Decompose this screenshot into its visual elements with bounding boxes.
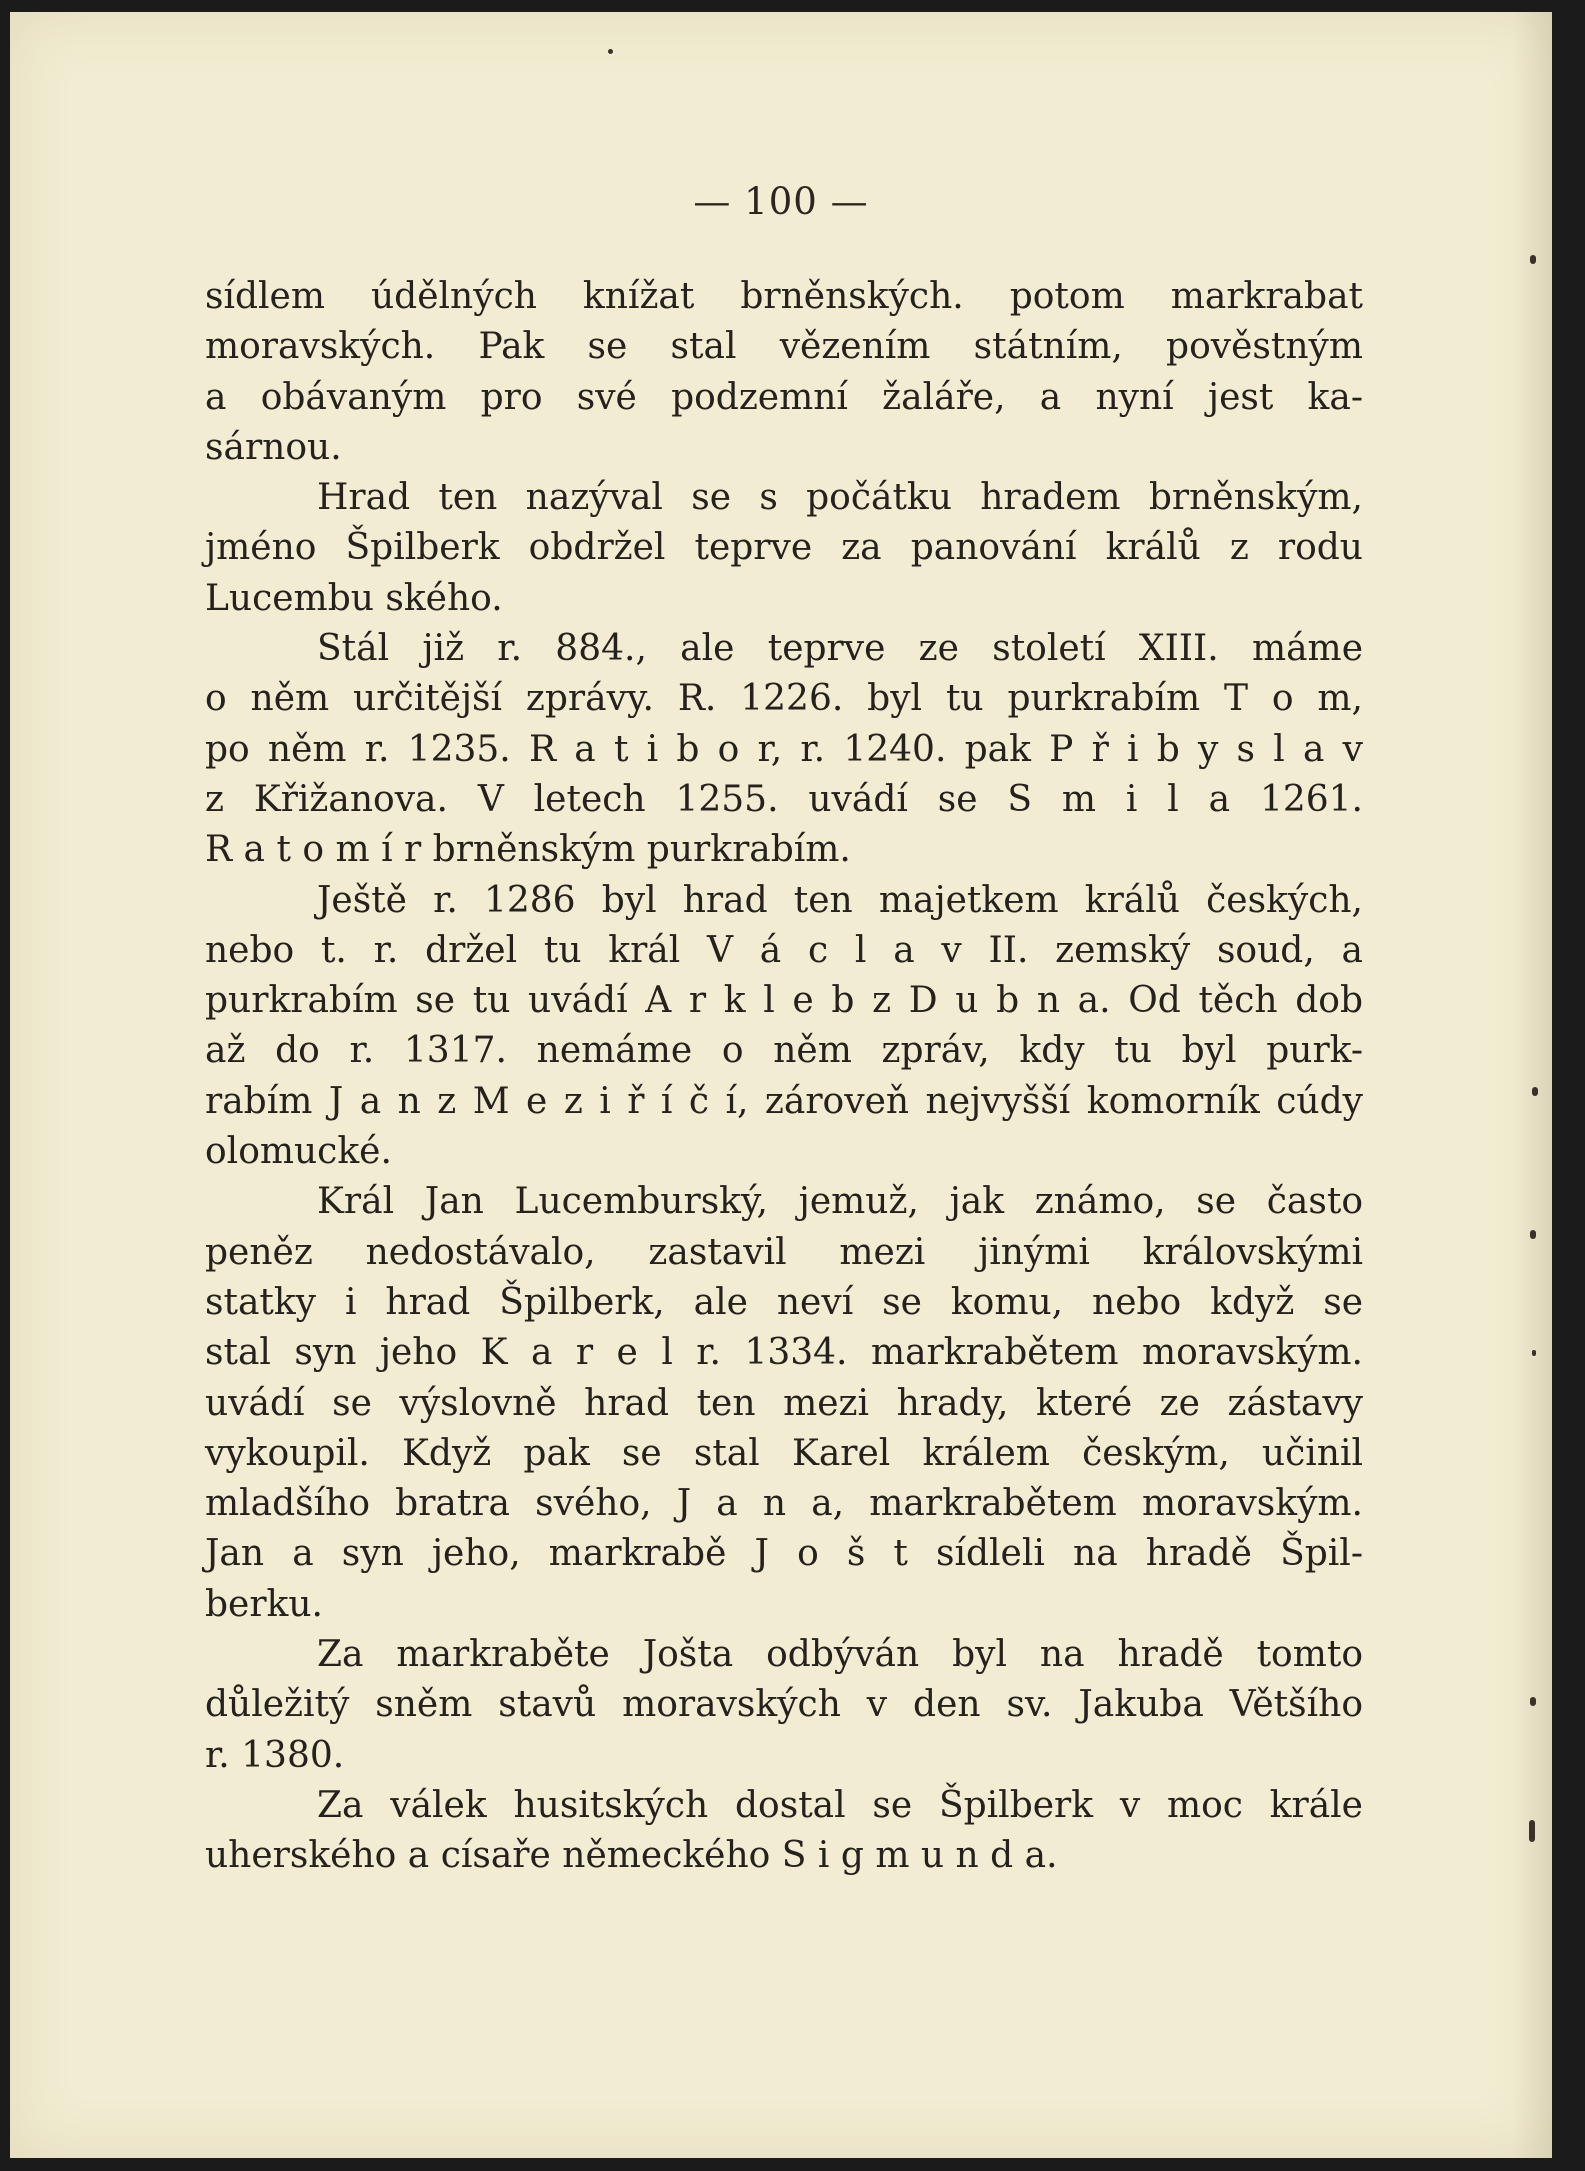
ink-speck	[608, 49, 613, 54]
ink-speck	[1529, 1820, 1535, 1842]
ink-speck	[1532, 1087, 1538, 1096]
text-line: berku.	[205, 1583, 324, 1625]
text-line: peněz nedostávalo, zastavil mezi jinými královskými	[205, 1231, 1363, 1273]
text-line: o něm určitější zprávy. R. 1226. byl tu purkrabím T o m,	[205, 678, 1363, 720]
text-line: až do r. 1317. nemáme o něm zpráv, kdy tu byl purk-	[205, 1030, 1363, 1072]
text-line: mladšího bratra svého, J a n a, markrabětem moravským.	[205, 1483, 1363, 1525]
text-line: Hrad ten nazýval se s počátku hradem brněnským,	[317, 477, 1363, 519]
text-line: R a t o m í r brněnským purkrabím.	[205, 829, 851, 871]
text-line: Ještě r. 1286 byl hrad ten majetkem králů českých,	[317, 879, 1363, 921]
text-line: a obávaným pro své podzemní žaláře, a nyní jest ka-	[205, 376, 1363, 418]
page-number: — 100 —	[693, 180, 869, 223]
text-line: purkrabím se tu uvádí A r k l e b z D u b n a. Od těch dob	[205, 980, 1363, 1022]
book-page	[10, 12, 1552, 2158]
text-line: stal syn jeho K a r e l r. 1334. markrabětem moravským.	[205, 1332, 1363, 1374]
body-text	[205, 272, 1363, 1882]
text-line: po něm r. 1235. R a t i b o r, r. 1240. pak P ř i b y s l a v	[205, 728, 1363, 770]
text-line: z Křižanova. V letech 1255. uvádí se S m i l a 1261.	[205, 778, 1363, 820]
text-line: sídlem údělných knížat brněnských. potom markrabat	[205, 276, 1363, 317]
text-line: Jan a syn jeho, markrabě J o š t sídleli na hradě Špil-	[205, 1533, 1363, 1575]
ink-speck	[1530, 1230, 1536, 1239]
text-line: vykoupil. Když pak se stal Karel králem českým, učinil	[205, 1432, 1363, 1474]
text-line: jméno Špilberk obdržel teprve za panování králů z rodu	[205, 527, 1363, 569]
ink-speck	[1530, 1697, 1536, 1706]
text-line: Lucembu ského.	[205, 577, 503, 619]
text-line: olomucké.	[205, 1131, 392, 1173]
text-line: uvádí se výslovně hrad ten mezi hrady, které ze zástavy	[205, 1382, 1363, 1424]
text-line: rabím J a n z M e z i ř í č í, zároveň nejvyšší komorník cúdy	[205, 1080, 1363, 1122]
text-line: Za válek husitských dostal se Špilberk v moc krále	[317, 1784, 1363, 1826]
text-line: nebo t. r. držel tu král V á c l a v II. zemský soud, a	[205, 929, 1363, 971]
text-line: statky i hrad Špilberk, ale neví se komu, nebo když se	[205, 1281, 1363, 1323]
text-line: důležitý sněm stavů moravských v den sv. Jakuba Většího	[205, 1684, 1363, 1726]
text-line: r. 1380.	[205, 1734, 345, 1776]
text-line: moravských. Pak se stal vězením státním, pověstným	[205, 326, 1363, 368]
text-line: sárnou.	[205, 426, 342, 468]
text-line: uherského a císaře německého S i g m u n d a.	[205, 1835, 1058, 1877]
text-line: Stál již r. 884., ale teprve ze století XIII. máme	[317, 628, 1363, 670]
text-line: Král Jan Lucemburský, jemuž, jak známo, se často	[317, 1181, 1363, 1223]
text-line: Za markraběte Jošta odbýván byl na hradě tomto	[317, 1634, 1363, 1676]
ink-speck	[1532, 1350, 1536, 1356]
ink-speck	[1530, 255, 1536, 264]
